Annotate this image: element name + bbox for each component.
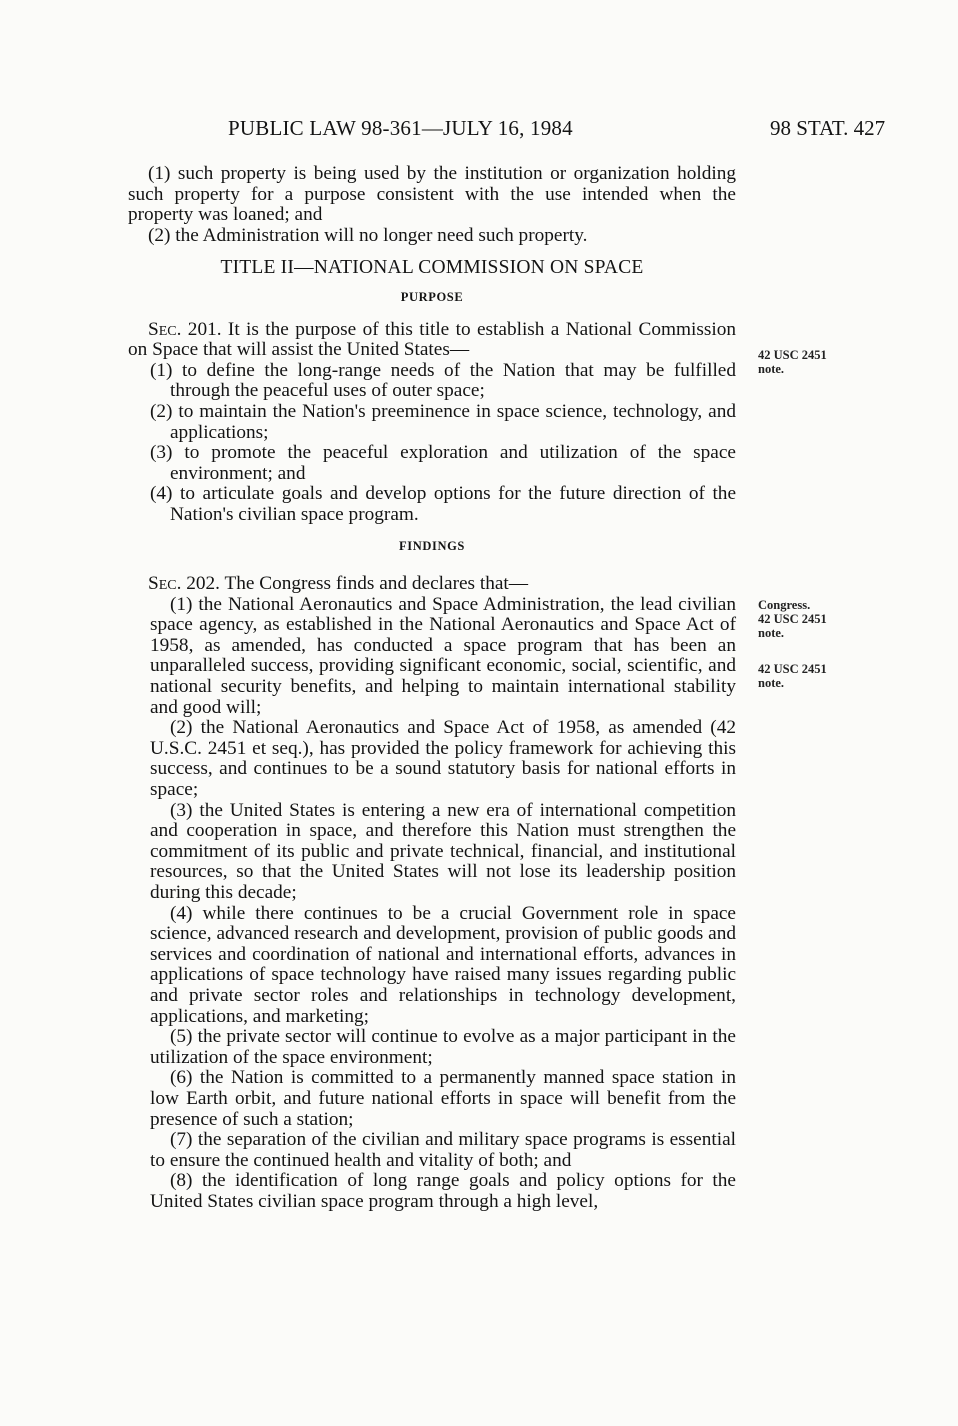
section-201-label: Sec. 201.	[148, 318, 222, 340]
section-202-label: Sec. 202.	[148, 573, 220, 595]
margin-note-line: Congress.	[758, 598, 811, 612]
section-202-text: The Congress finds and declares that—	[220, 573, 529, 595]
margin-note-line: 42 USC 2451	[758, 662, 827, 676]
purpose-item: (3) to promote the peaceful exploration and utilization of the space environment; and	[150, 442, 736, 484]
finding-item: (1) the National Aeronautics and Space Administration, the lead civilian space agency, as established in the National Aeronautics and Space Act of 1958, as amended, has conducted a space program that has been an unparalleled success, providing significant economic, social, scientific, and national security benefits, and helping to maintain international stability and good will;	[150, 593, 736, 718]
margin-note-line: 42 USC 2451	[758, 348, 827, 362]
margin-note-line: 42 USC 2451	[758, 612, 827, 626]
margin-note-sec202	[758, 598, 827, 640]
page-header-stat: 98 STAT. 427	[770, 116, 886, 140]
section-202	[128, 574, 736, 595]
purpose-item: (2) to maintain the Nation's preeminence in space science, technology, and applications;	[150, 400, 736, 443]
finding-item: (3) the United States is entering a new era of international competition and cooperation in space, and therefore this Nation must strengthen the commitment of its public and private technical, financial, and institutional resources, so that the United States will not lose its leadership position during this decade;	[150, 799, 736, 903]
margin-note-line: note.	[758, 626, 785, 640]
document-body	[128, 164, 736, 1213]
finding-item: (7) the separation of the civilian and military space programs is essential to ensure the continued health and vitality of both; and	[150, 1129, 736, 1171]
section-201	[128, 320, 736, 361]
continued-paragraph-1: (1) such property is being used by the institution or organization holding such property for a purpose consistent with the use intended when the property was loaned; and	[128, 163, 736, 226]
purpose-item: (1) to define the long-range needs of the Nation that may be fulfilled through the peaceful uses of outer space;	[150, 359, 736, 402]
purpose-item: (4) to articulate goals and develop options for the future direction of the Nation's civilian space program.	[150, 483, 736, 525]
purpose-heading: PURPOSE	[400, 289, 464, 304]
continued-paragraph-2: (2) the Administration will no longer need such property.	[148, 224, 588, 246]
margin-note-sec201	[758, 348, 827, 376]
finding-item: (2) the National Aeronautics and Space Act of 1958, as amended (42 U.S.C. 2451 et seq.), has provided the policy framework for achieving this success, and continues to be a sound statutory basis for national efforts in space;	[150, 717, 736, 801]
margin-note-line: note.	[758, 362, 785, 376]
section-201-text: It is the purpose of this title to establish a National Commission on Space that will assist the United States—	[128, 318, 736, 361]
finding-item: (8) the identification of long range goals and policy options for the United States civilian space program through a high level,	[150, 1170, 736, 1212]
margin-note-line: note.	[758, 676, 785, 690]
finding-item: (6) the Nation is committed to a permanently manned space station in low Earth orbit, and future national efforts in space will benefit from the presence of such a station;	[150, 1067, 736, 1130]
page-header-title: PUBLIC LAW 98-361—JULY 16, 1984	[228, 116, 573, 140]
margin-note-finding	[758, 662, 827, 690]
title-heading: TITLE II—NATIONAL COMMISSION ON SPACE	[220, 257, 644, 279]
findings-heading: FINDINGS	[399, 538, 465, 553]
finding-item: (5) the private sector will continue to evolve as a major participant in the utilization of the space environment;	[150, 1026, 736, 1068]
finding-item: (4) while there continues to be a crucial Government role in space science, advanced research and development, provision of public goods and services and coordination of national and international efforts, advances in applications of space technology have raised many issues regarding public and private sector roles and relationships in technology development, applications, and marketing;	[150, 902, 736, 1027]
